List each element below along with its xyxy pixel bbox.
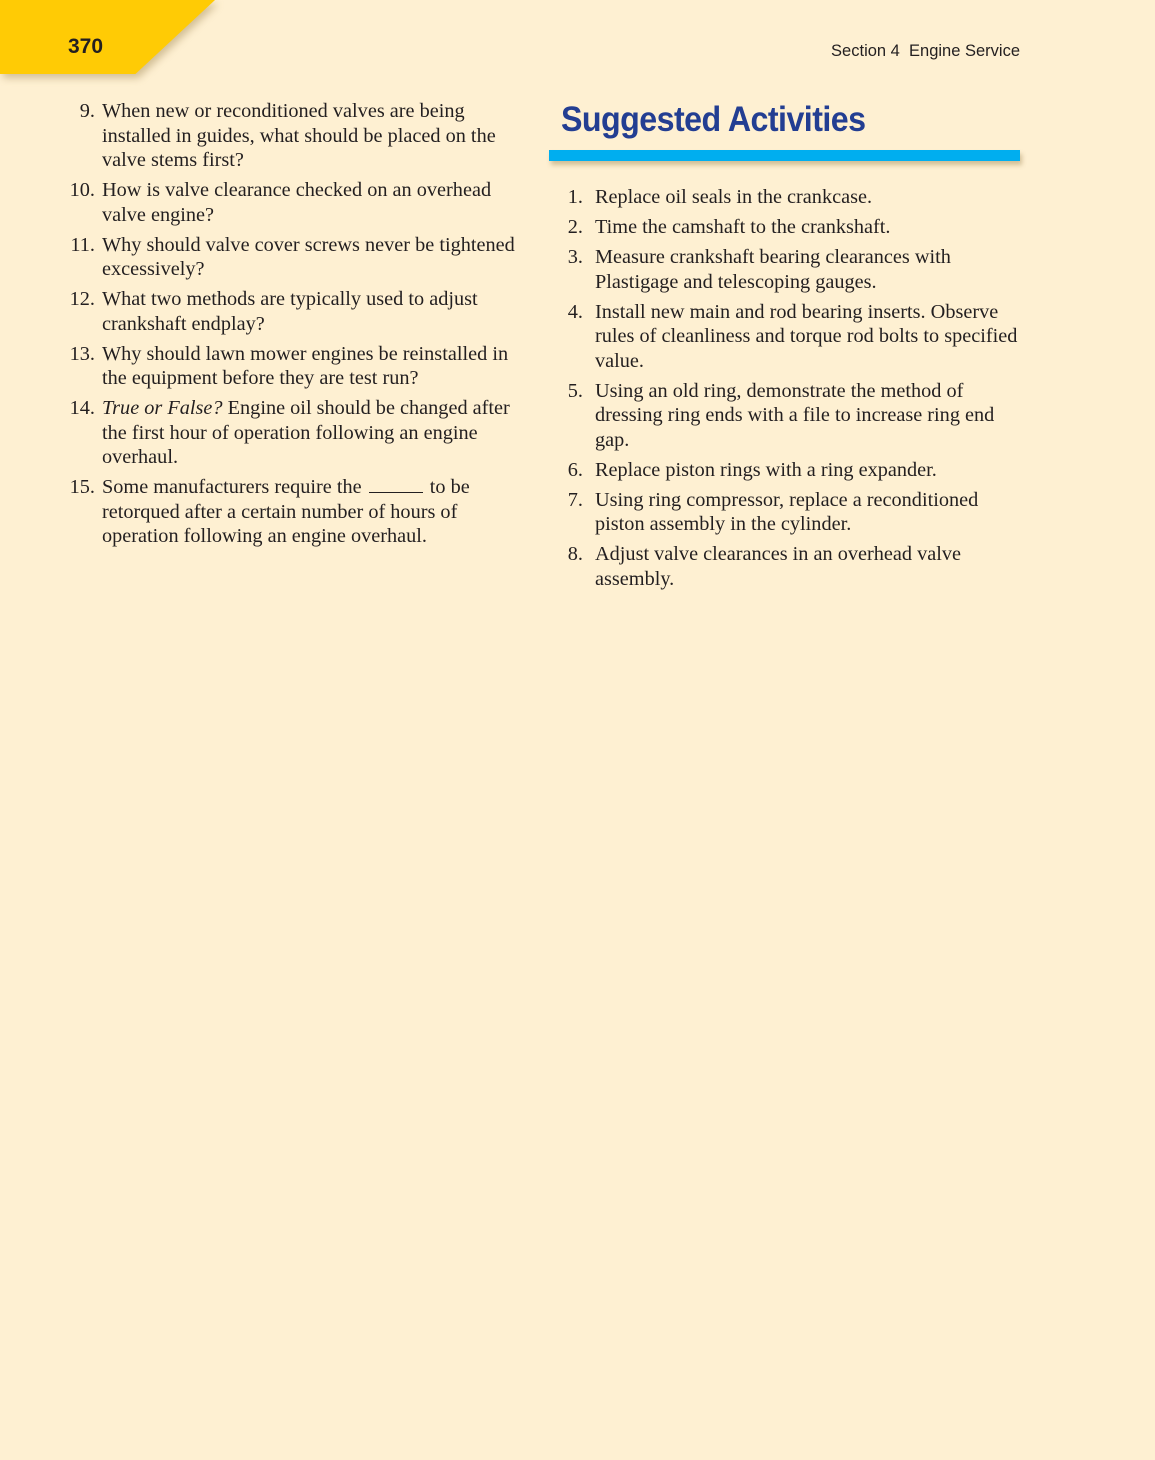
true-false-label: True or False?: [102, 397, 223, 419]
question-number: 11.: [70, 233, 95, 256]
activity-text: Adjust valve clearances in an overhead valve assembly.: [595, 543, 962, 590]
question-text: Why should lawn mower engines be reinstalled in the equipment before they are test run?: [102, 342, 509, 389]
activity-number: 8.: [567, 543, 583, 565]
activity-text: Using ring compressor, replace a reconditioned piston assembly in the cylinder.: [595, 488, 979, 535]
question-item: [62, 396, 532, 470]
question-text: What two methods are typically used to adjust crankshaft endplay?: [102, 288, 478, 335]
activity-text: Time the camshaft to the crankshaft.: [595, 216, 891, 238]
question-number: 13.: [69, 342, 95, 365]
running-head: Section 4 Engine Service: [831, 42, 1020, 60]
question-item: [62, 178, 532, 227]
activity-number: 5.: [567, 379, 583, 402]
page-number: 370: [68, 35, 104, 58]
activity-item: [549, 185, 1024, 210]
question-item: [62, 99, 532, 173]
question-text: Why should valve cover screws never be tightened excessively?: [102, 233, 515, 280]
title-rule: [549, 150, 1020, 161]
question-text-after-blank: to be retorqued after a certain number of hours of operation following an engine overhaul.: [102, 476, 470, 547]
activity-item: [549, 542, 1024, 591]
activity-number: 1.: [567, 186, 583, 208]
activity-item: [549, 458, 1024, 483]
question-item: [62, 287, 532, 336]
activity-number: 3.: [567, 246, 583, 268]
activity-item: [549, 215, 1024, 240]
page-number-tab: [0, 0, 225, 82]
activities-list: [549, 185, 1024, 591]
activity-number: 2.: [567, 216, 583, 238]
review-questions-list: [62, 99, 532, 549]
question-item: [62, 342, 532, 391]
question-text: Engine oil should be changed after the first hour of operation following an engine overhaul.: [102, 397, 510, 468]
suggested-activities-column: [549, 96, 1024, 597]
question-number: 9.: [79, 100, 95, 122]
activity-text: Replace piston rings with a ring expander.: [595, 458, 937, 481]
question-item: [62, 233, 532, 282]
activity-item: [549, 488, 1024, 537]
section-title: Suggested Activities: [561, 100, 866, 139]
question-number: 14.: [69, 397, 95, 419]
question-item: [62, 475, 532, 549]
activity-item: [549, 245, 1024, 294]
review-questions-column: [62, 99, 532, 554]
activity-text: Replace oil seals in the crankcase.: [595, 186, 873, 208]
activity-text: Using an old ring, demonstrate the method of dressing ring ends with a file to increase ring end gap.: [595, 379, 995, 451]
activity-text: Install new main and rod bearing inserts. Observe rules of cleanliness and torque rod bolts to specified value.: [595, 300, 1018, 372]
activity-number: 6.: [567, 458, 583, 481]
activity-number: 4.: [567, 300, 583, 323]
activity-text: Measure crankshaft bearing clearances with Plastigage and telescoping gauges.: [595, 246, 951, 293]
activity-item: [549, 300, 1024, 374]
question-text: How is valve clearance checked on an overhead valve engine?: [102, 179, 492, 226]
activity-number: 7.: [567, 488, 583, 511]
question-text: When new or reconditioned valves are being installed in guides, what should be placed on the valve stems first?: [102, 100, 496, 171]
activity-item: [549, 379, 1024, 453]
question-number: 15.: [69, 476, 95, 498]
fill-in-blank: [369, 476, 423, 493]
question-text-before-blank: Some manufacturers require the: [102, 476, 367, 498]
page-tab-shape: [0, 0, 215, 74]
question-number: 12.: [69, 288, 95, 310]
question-number: 10.: [69, 179, 95, 201]
